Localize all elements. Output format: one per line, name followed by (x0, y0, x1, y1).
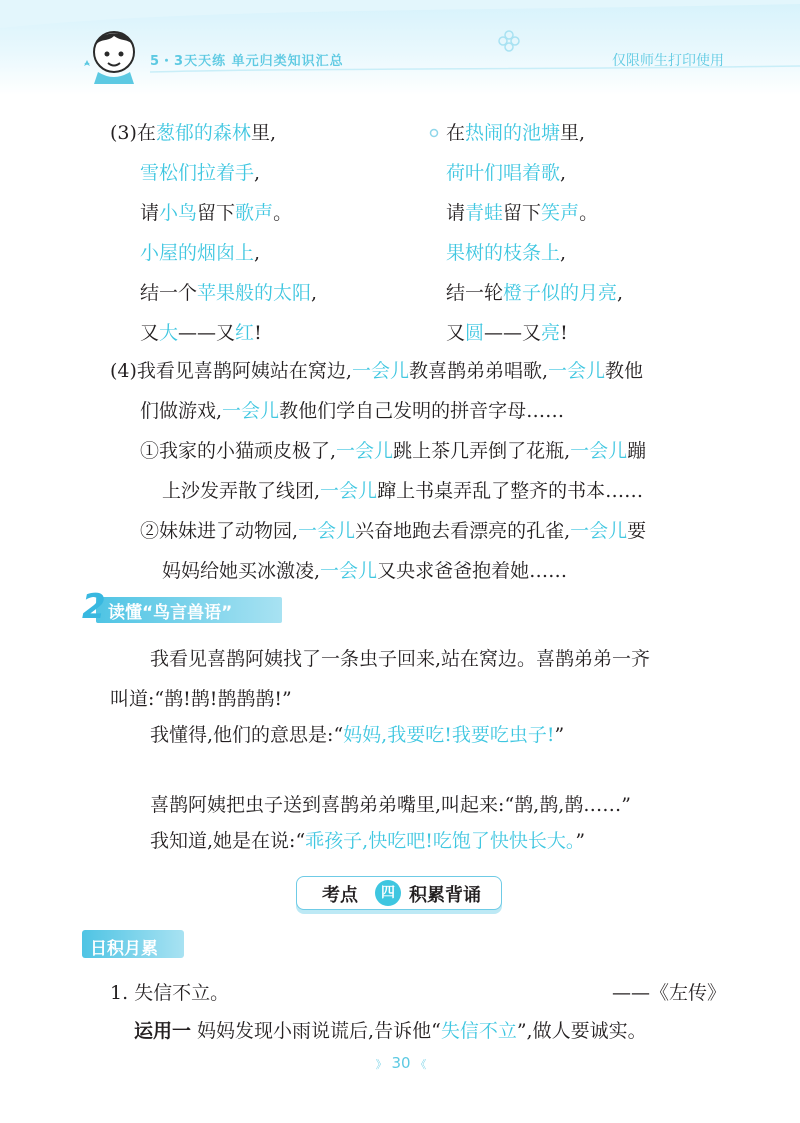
highlighted-text: 一会儿 (298, 520, 356, 542)
text-segment: ——又 (178, 322, 236, 344)
highlighted-text: 红 (235, 322, 255, 344)
rijiyuelei-text: 日积月累 (90, 939, 158, 959)
highlighted-text: 荷叶们唱着歌 (446, 162, 561, 184)
section-2-number: 2 (82, 587, 106, 627)
text-line (162, 558, 567, 584)
text-line (140, 280, 317, 306)
text-segment: 请 (446, 202, 466, 224)
text-line (140, 438, 646, 464)
text-line (140, 518, 646, 544)
text-segment: 。 (579, 202, 599, 224)
highlighted-text: 一会儿 (336, 440, 394, 462)
text-segment: ” (575, 830, 586, 852)
text-line (140, 398, 564, 424)
text-segment: ” (554, 724, 565, 746)
text-segment: , (617, 282, 624, 304)
usage-1-line (134, 1018, 647, 1044)
text-segment: 妈妈给她买冰激凌, (162, 560, 321, 582)
header-title: 5・3天天练 单元归类知识汇总 (150, 54, 344, 69)
highlighted-text: 失信不立 (440, 1020, 517, 1042)
text-line (110, 120, 276, 146)
highlighted-text: 苹果般的太阳 (197, 282, 312, 304)
highlighted-text: 圆 (465, 322, 485, 344)
text-segment: 运用一 (134, 1020, 192, 1042)
text-segment: 要 (627, 520, 647, 542)
highlighted-text: 一会儿 (548, 360, 606, 382)
right-arrow-decoration-icon: 《 (415, 1058, 427, 1071)
text-segment: 兴奋地跑去看漂亮的孔雀, (355, 520, 571, 542)
item-1-text: 1. 失信不立。 (110, 982, 230, 1004)
text-segment: 结一轮 (446, 282, 504, 304)
text-line (140, 200, 292, 226)
highlighted-text: 橙子似的月亮 (503, 282, 618, 304)
item-1-source: ——《左传》 (612, 982, 727, 1004)
text-line (150, 646, 650, 672)
highlighted-text: 雪松们拉着手 (140, 162, 255, 184)
text-segment: 教他们学自己发明的拼音字母…… (279, 400, 565, 422)
text-segment: 我知道,她是在说:“ (150, 830, 306, 852)
text-segment: 喜鹊阿姨把虫子送到喜鹊弟弟嘴里,叫起来:“鹊,鹊,鹊……” (150, 794, 631, 816)
text-segment: 又 (140, 322, 160, 344)
flower-icon (498, 30, 520, 52)
kaodian-prefix: 考点 (322, 885, 358, 906)
text-segment: ! (254, 322, 262, 344)
text-segment: (4)我看见喜鹊阿姨站在窝边, (110, 360, 352, 382)
highlighted-text: 大 (159, 322, 179, 344)
text-segment: , (254, 162, 261, 184)
highlighted-text: 一会儿 (320, 480, 378, 502)
text-line (446, 120, 585, 146)
section-2-title: 读懂“鸟言兽语” (108, 603, 233, 623)
text-line (446, 240, 566, 266)
text-segment: 蹦 (627, 440, 647, 462)
mascot-boy-icon (78, 22, 148, 86)
highlighted-text: 歌声 (235, 202, 274, 224)
text-line (150, 722, 564, 748)
highlighted-text: 一会儿 (222, 400, 280, 422)
small-dot-icon (429, 128, 439, 138)
highlighted-text: 笑声 (541, 202, 580, 224)
highlighted-text: 青蛙 (465, 202, 504, 224)
rijiyuelei-label (82, 930, 184, 958)
highlighted-text: 乖孩子,快吃吧!吃饱了快快长大。 (305, 830, 576, 852)
text-segment: 我懂得,他们的意思是:“ (150, 724, 344, 746)
highlighted-text: 一会儿 (570, 520, 628, 542)
text-segment: 在 (446, 122, 466, 144)
text-segment: ! (560, 322, 568, 344)
highlighted-text: 妈妈,我要吃!我要吃虫子! (343, 724, 555, 746)
highlighted-text: 一会儿 (351, 360, 409, 382)
text-line (140, 240, 260, 266)
text-line (110, 686, 292, 712)
text-segment: 又 (446, 322, 466, 344)
text-line (446, 160, 566, 186)
highlighted-text: 葱郁的森林 (155, 122, 251, 144)
highlighted-text: 一会儿 (570, 440, 628, 462)
highlighted-text: 小屋的烟囱上 (140, 242, 255, 264)
text-line (446, 320, 568, 346)
text-line (140, 160, 260, 186)
text-segment: , (560, 242, 567, 264)
text-segment: 教他 (605, 360, 644, 382)
text-segment: 留下 (503, 202, 542, 224)
highlighted-text: 一会儿 (320, 560, 378, 582)
header-print-notice: 仅限师生打印使用 (612, 53, 724, 69)
text-line (140, 320, 262, 346)
text-segment: 留下 (197, 202, 236, 224)
text-line (446, 280, 623, 306)
text-segment: , (560, 162, 567, 184)
text-segment: 上沙发弄散了线团, (162, 480, 321, 502)
kaodian-title: 积累背诵 (409, 885, 481, 906)
text-segment: 里, (250, 122, 276, 144)
text-segment: 跳上茶几弄倒了花瓶, (393, 440, 571, 462)
text-segment: 我看见喜鹊阿姨找了一条虫子回来,站在窝边。喜鹊弟弟一齐 (150, 648, 651, 670)
kaodian-banner (296, 876, 502, 910)
text-segment: 教喜鹊弟弟唱歌, (408, 360, 549, 382)
text-segment: 结一个 (140, 282, 198, 304)
text-segment: 叫道:“鹊!鹊!鹊鹊鹊!” (110, 688, 292, 710)
text-segment: 里, (560, 122, 586, 144)
text-line (150, 792, 631, 818)
page-number-value: 30 (391, 1054, 411, 1072)
left-arrow-decoration-icon: 》 (375, 1058, 387, 1071)
text-segment: , (311, 282, 318, 304)
highlighted-text: 小鸟 (159, 202, 198, 224)
text-segment: (3)在 (110, 122, 156, 144)
text-line (110, 358, 643, 384)
text-line (162, 478, 643, 504)
text-segment: 又央求爸爸抱着她…… (377, 560, 568, 582)
page-number (366, 1054, 436, 1072)
text-segment: ——又 (484, 322, 542, 344)
text-segment: 请 (140, 202, 160, 224)
text-segment: 妈妈发现小雨说谎后,告诉他“ (191, 1020, 441, 1042)
text-segment: ①我家的小猫顽皮极了, (140, 440, 337, 462)
kaodian-number-badge: 四 (375, 880, 401, 906)
text-segment: 。 (273, 202, 293, 224)
highlighted-text: 亮 (541, 322, 561, 344)
text-segment: 们做游戏, (140, 400, 223, 422)
text-line (150, 828, 585, 854)
text-segment: , (254, 242, 261, 264)
highlighted-text: 热闹的池塘 (465, 122, 561, 144)
text-segment: ”,做人要诚实。 (516, 1020, 647, 1042)
text-line (446, 200, 598, 226)
highlighted-text: 果树的枝条上 (446, 242, 561, 264)
text-segment: 蹿上书桌弄乱了整齐的书本…… (377, 480, 644, 502)
text-segment: ②妹妹进了动物园, (140, 520, 299, 542)
